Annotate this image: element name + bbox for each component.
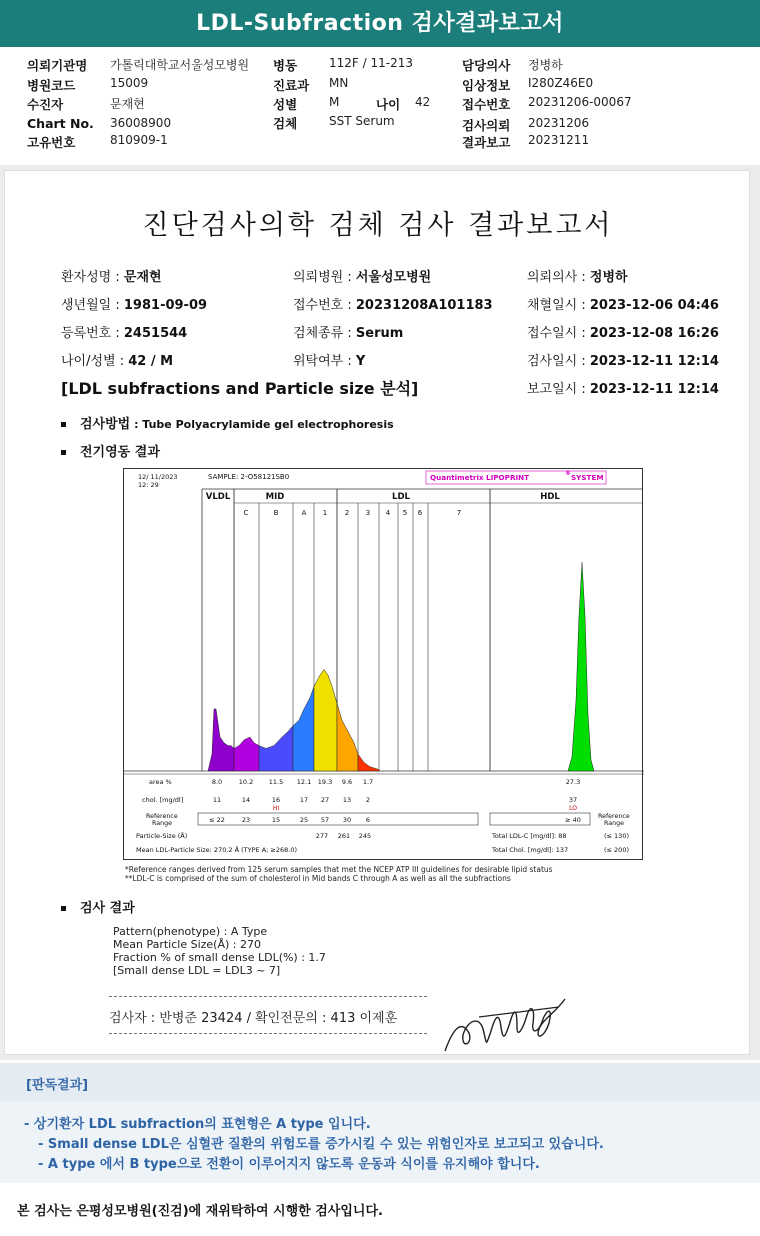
area-value: 27.3	[565, 778, 581, 786]
total-chol: Total Chol. [mg/dl]: 137	[492, 846, 569, 854]
ref-value: 15	[271, 816, 281, 824]
chol-value: 14	[241, 796, 251, 804]
result-line: [Small dense LDL = LDL3 ~ 7]	[113, 964, 281, 977]
field-value: 2023-12-11 12:14	[589, 382, 719, 397]
field-key: 생년월일 :	[61, 298, 124, 313]
info-label: 고유번호	[27, 135, 76, 150]
verdict-title: [판독결과]	[26, 1078, 89, 1093]
verdict-header	[0, 1063, 760, 1101]
bullet-icon	[61, 450, 66, 455]
area-value: 19.3	[317, 778, 333, 786]
ref-value: 6	[365, 816, 371, 824]
info-value: 20231206-00067	[528, 95, 632, 109]
field-value: 2023-12-11 12:14	[589, 354, 719, 369]
field-value: 문재현	[123, 270, 162, 285]
info-label: 담당의사	[462, 58, 511, 73]
info-value: 정병하	[528, 58, 563, 72]
chol-value: 17	[299, 796, 309, 804]
electro-label: 전기영동 결과	[80, 445, 160, 460]
band-label: 4	[385, 509, 391, 517]
hospital-field	[293, 266, 431, 285]
hdl-ref-value: ≥ 40	[565, 816, 581, 824]
info-value: 20231206	[528, 116, 590, 130]
field-key: 의뢰의사 :	[527, 270, 590, 285]
info-value: 가톨릭대학교서울성모병원	[110, 58, 250, 72]
birthdate-field	[61, 294, 207, 313]
info-value: MN	[329, 76, 349, 90]
info-label: 병원코드	[27, 78, 76, 93]
ref-value: 30	[342, 816, 352, 824]
referral-field	[293, 350, 365, 369]
result-line: Mean Particle Size(Å) : 270	[113, 938, 261, 951]
electro-bullet	[61, 441, 160, 460]
ref-value: ≤ 22	[209, 816, 225, 824]
area-value: 11.5	[268, 778, 284, 786]
field-value: Serum	[355, 326, 404, 341]
field-value: 정병하	[589, 270, 628, 285]
chol-value: 16	[271, 796, 281, 804]
info-value: I280Z46E0	[528, 76, 594, 90]
document-title: 진단검사의학 검체 검사 결과보고서	[142, 210, 614, 241]
band-label: 5	[402, 509, 408, 517]
field-key: 의뢰병원 :	[293, 270, 356, 285]
fraction-area-6	[358, 754, 379, 771]
field-key: 위탁여부 :	[293, 354, 356, 369]
field-value: 2023-12-06 04:46	[589, 298, 719, 313]
row-label-area: area %	[149, 778, 172, 786]
chart-sample: SAMPLE: 2-O58121SB0	[208, 473, 290, 481]
info-value: M	[329, 95, 340, 109]
accession-field	[293, 294, 493, 313]
info-label: 결과보고	[462, 135, 511, 150]
band-label: 3	[365, 509, 371, 517]
fraction-area-5	[337, 703, 358, 771]
bullet-icon	[61, 906, 66, 911]
field-key: 검체종류 :	[293, 326, 356, 341]
area-value: 9.6	[341, 778, 353, 786]
row-label-size: Particle-Size (Å)	[136, 832, 188, 840]
info-label: 성별	[273, 97, 298, 112]
chol-value: 2	[365, 796, 371, 804]
chol-value: 13	[342, 796, 352, 804]
group-label: VLDL	[205, 492, 231, 502]
fraction-area-7	[568, 562, 594, 771]
band-label: 6	[417, 509, 423, 517]
info-value: 문재현	[110, 97, 145, 111]
patient-info	[0, 52, 760, 162]
report-sheet	[4, 170, 750, 1055]
chart-time: 12: 29	[138, 481, 159, 489]
chol-value: 11	[212, 796, 222, 804]
result-label: 검사 결과	[80, 901, 135, 916]
fraction-area-1	[234, 737, 259, 771]
field-value: 서울성모병원	[355, 270, 432, 285]
fraction-area-0	[208, 709, 234, 771]
footnote: *Reference ranges derived from 125 serum samples that met the NCEP ATP III guidelines for desirable lipid status	[125, 865, 553, 874]
method-bullet	[61, 413, 394, 432]
band-label: 2	[344, 509, 350, 517]
method-label: 검사방법	[80, 417, 131, 432]
band-label: 1	[322, 509, 328, 517]
field-key: 접수일시 :	[527, 326, 590, 341]
chart-brand-tail: SYSTEM	[571, 473, 604, 482]
field-value: 2451544	[123, 326, 188, 341]
info-label: 진료과	[273, 78, 310, 93]
particle-size-value: 277	[315, 832, 329, 840]
particle-size-value: 245	[358, 832, 372, 840]
fraction-area-2	[259, 726, 293, 771]
info-label: 임상정보	[462, 78, 511, 93]
verdict-line: - Small dense LDL은 심혈관 질환의 위험도를 증가시킬 수 있는 위험인자로 보고되고 있습니다.	[38, 1137, 604, 1152]
bottom-note: 본 검사는 은평성모병원(진검)에 재위탁하여 시행한 검사입니다.	[17, 1204, 383, 1219]
test-time-field	[527, 350, 719, 369]
info-label: 수진자	[27, 97, 64, 112]
signature-image	[439, 989, 569, 1063]
footnotes	[125, 865, 553, 883]
report-header: LDL-Subfraction 검사결과보고서	[0, 0, 760, 47]
result-lines	[113, 925, 326, 977]
ref-value: 25	[299, 816, 309, 824]
total-chol-ref: (≤ 200)	[604, 846, 629, 854]
age-sex-field	[61, 350, 173, 369]
field-key: 등록번호 :	[61, 326, 124, 341]
ref-value: 57	[320, 816, 330, 824]
divider	[109, 996, 427, 997]
signer-line: 검사자 : 반병준 23424 / 확인전문의 : 413 이제훈	[109, 1011, 398, 1026]
area-value: 1.7	[362, 778, 374, 786]
area-value: 10.2	[238, 778, 254, 786]
field-value: 42 / M	[128, 354, 174, 369]
row-label-ref: Reference	[146, 813, 178, 820]
result-line: Fraction % of small dense LDL(%) : 1.7	[113, 951, 326, 964]
age-label: 나이	[376, 97, 401, 112]
row-label-chol: chol. [mg/dl]	[142, 796, 184, 804]
row-label-ref2: Range	[152, 820, 172, 827]
ref-box	[198, 813, 478, 825]
info-value: 20231211	[528, 133, 590, 147]
field-key: 환자성명 :	[61, 270, 124, 285]
total-ldl: Total LDL-C [mg/dl]: 88	[492, 832, 567, 840]
particle-size-value: 261	[337, 832, 351, 840]
verdict-panel	[0, 1063, 760, 1183]
info-label: 접수번호	[462, 97, 511, 112]
chol-value: 27	[320, 796, 330, 804]
group-label: MID	[265, 492, 285, 502]
electrophoresis-svg	[124, 469, 644, 861]
fraction-area-3	[293, 686, 314, 771]
method-value: : Tube Polyacrylamide gel electrophoresis	[130, 418, 394, 431]
fraction-area-4	[314, 669, 337, 771]
report-panel	[0, 165, 760, 1060]
band-label: 7	[456, 509, 462, 517]
field-value: 2023-12-08 16:26	[589, 326, 719, 341]
result-line: Pattern(phenotype) : A Type	[113, 925, 268, 938]
chart-brand: Quantimetrix LIPOPRINT	[430, 473, 530, 482]
report-time-field	[527, 378, 719, 397]
info-label: Chart No.	[27, 116, 94, 131]
group-label: LDL	[392, 492, 410, 502]
total-ldl-ref: (≤ 130)	[604, 832, 629, 840]
info-value: 15009	[110, 76, 149, 90]
info-value: 36008900	[110, 116, 172, 130]
lipoprint-chart	[123, 468, 643, 860]
field-value: Y	[355, 354, 366, 369]
ref-value: 23	[241, 816, 251, 824]
band-label: C	[243, 509, 249, 517]
info-value: 810909-1	[110, 133, 168, 147]
hi-flag: HI	[272, 805, 280, 812]
chart-date: 12/ 11/2023	[138, 473, 178, 481]
group-label: HDL	[540, 492, 560, 502]
field-key: 보고일시 :	[527, 382, 590, 397]
info-label: 검사의뢰	[462, 118, 511, 133]
specimen-field	[293, 322, 403, 341]
info-label: 병동	[273, 58, 298, 73]
lo-flag: LO	[569, 805, 577, 812]
registration-field	[61, 322, 187, 341]
area-value: 12.1	[296, 778, 312, 786]
area-value: 8.0	[211, 778, 223, 786]
field-key: 채혈일시 :	[527, 298, 590, 313]
section-title: [LDL subfractions and Particle size 분석]	[61, 379, 419, 398]
age-value: 42	[415, 95, 431, 109]
chart-brand-sup: ®	[565, 470, 571, 477]
field-value: 1981-09-09	[123, 298, 208, 313]
band-label: B	[273, 509, 279, 517]
doctor-field	[527, 266, 628, 285]
divider	[109, 1033, 427, 1034]
collection-time-field	[527, 294, 719, 313]
field-key: 접수번호 :	[293, 298, 356, 313]
patient-name-field	[61, 266, 162, 285]
band-label: A	[301, 509, 307, 517]
result-bullet	[61, 897, 135, 916]
verdict-line: - A type 에서 B type으로 전환이 이루어지지 않도록 운동과 식이를 유지해야 합니다.	[38, 1157, 540, 1172]
footnote: **LDL-C is comprised of the sum of cholesterol in Mid bands C through A as well as all the subfractions	[125, 874, 511, 883]
mean-size: Mean LDL-Particle Size: 270.2 Å (TYPE A; ≥268.0)	[136, 846, 297, 854]
ref-right-label2: Range	[604, 820, 624, 827]
received-time-field	[527, 322, 719, 341]
bullet-icon	[61, 422, 66, 427]
chol-value: 37	[568, 796, 578, 804]
verdict-line: - 상기환자 LDL subfraction의 표현형은 A type 입니다.	[24, 1117, 371, 1132]
info-value: SST Serum	[329, 114, 395, 128]
ref-right-label: Reference	[598, 813, 630, 820]
info-label: 의뢰기관명	[27, 58, 88, 73]
field-key: 검사일시 :	[527, 354, 590, 369]
field-key: 나이/성별 :	[61, 354, 129, 369]
info-label: 검체	[273, 116, 298, 131]
field-value: 20231208A101183	[355, 298, 493, 313]
info-value: 112F / 11-213	[329, 56, 413, 70]
